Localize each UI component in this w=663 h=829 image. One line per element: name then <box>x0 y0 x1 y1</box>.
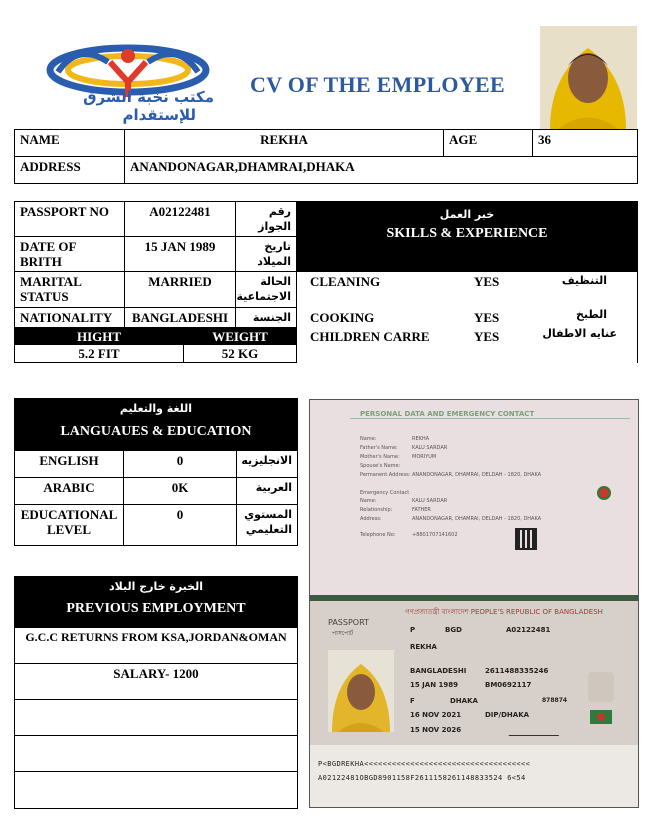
passport-value: A02122481 <box>124 201 236 237</box>
p-authority: DIP/DHAKA <box>485 711 530 719</box>
skills-body <box>296 271 638 363</box>
marital-label-ar: الحالة الاجتماعية <box>235 271 297 308</box>
skill-2-name: COOKING <box>310 310 375 325</box>
age-label: AGE <box>443 129 533 157</box>
employee-photo <box>540 26 637 129</box>
passport-label-ar: رقم الجواز <box>235 201 297 237</box>
bangladesh-emblem-icon <box>597 486 611 500</box>
weight-value: 52 KG <box>183 344 297 363</box>
p-name-lbl: Name: <box>360 436 377 442</box>
passport-label: PASSPORT NO <box>14 201 125 237</box>
languages-header <box>14 398 298 451</box>
lang-2-value: 0K <box>123 477 237 505</box>
passport-word-bn: পাসপোর্ট <box>332 630 354 637</box>
p-personal-no: 2611488335246 <box>485 667 549 675</box>
lang-3-value: 0 <box>123 504 237 546</box>
age-value: 36 <box>532 129 638 157</box>
logo-arabic-line2: للإستقدام <box>122 106 196 124</box>
p-prev-pass: BM0692117 <box>485 681 532 689</box>
lang-2-ar: العربية <box>236 477 298 505</box>
ghost-photo <box>588 672 614 702</box>
p-surname: REKHA <box>410 643 437 651</box>
passport-fold <box>310 595 639 601</box>
mrz-line-2: A02122481OBGD8901158F2611158261148833524 6<54 <box>318 774 526 782</box>
p-emerg-name-val: KALU SARDAR <box>412 498 448 504</box>
p-perm-val: ANANDONAGAR, DHAMRAI, DELDAH - 1820, DHAKA <box>412 472 542 478</box>
lang-2-label: ARABIC <box>14 477 124 505</box>
skill-3-value: YES <box>474 329 500 344</box>
p-emerg-lbl: Emergency Contact <box>360 490 410 496</box>
dob-value: 15 JAN 1989 <box>124 236 236 272</box>
passport-word: PASSPORT <box>328 618 369 627</box>
p-father-val: KALU SARDAR <box>412 445 448 451</box>
skill-1-ar: التنظيف <box>561 274 607 287</box>
name-label: NAME <box>14 129 125 157</box>
employment-title-ar: الخبرة خارج البلاد <box>108 580 204 593</box>
weight-label: WEIGHT <box>183 327 297 345</box>
nationality-label: NATIONALITY <box>14 307 125 328</box>
mrz-line-1: P<BGDREKHA<<<<<<<<<<<<<<<<<<<<<<<<<<<<<<<<<<<< <box>318 760 531 768</box>
address-value: ANANDONAGAR,DHAMRAI,DHAKA <box>124 156 638 184</box>
employment-title: PREVIOUS EMPLOYMENT <box>66 601 246 616</box>
employment-blank-row <box>14 735 298 772</box>
p-serial: 878874 <box>542 697 568 704</box>
passport-divider <box>350 418 630 419</box>
signature <box>509 726 562 736</box>
skill-1-value: YES <box>474 274 500 289</box>
p-tel-lbl: Telephone No: <box>360 532 396 538</box>
p-code: BGD <box>445 626 462 634</box>
skills-title: SKILLS & EXPERIENCE <box>386 226 548 241</box>
p-perm-lbl: Permanent Address: <box>360 472 411 478</box>
p-rel-val: FATHER <box>412 507 431 513</box>
logo-arabic-line1: مكتب نخبة الشرق <box>83 88 214 106</box>
p-nationality: BANGLADESHI <box>410 667 467 675</box>
hight-label: HIGHT <box>14 327 184 345</box>
employment-header <box>14 576 298 628</box>
lang-3-label: EDUCATIONAL LEVEL <box>14 504 124 546</box>
p-tel-val: +8801707141602 <box>412 532 458 538</box>
p-rel-lbl: Relationship: <box>360 507 393 513</box>
skill-2-ar: الطبخ <box>575 308 607 321</box>
skill-1-name: CLEANING <box>310 274 381 289</box>
languages-title-ar: اللغة والتعليم <box>119 402 193 415</box>
p-number: A02122481 <box>506 626 551 634</box>
nationality-value: BANGLADESHI <box>124 307 236 328</box>
p-mother-val: MORIYUM <box>412 454 437 460</box>
p-type: P <box>410 626 416 634</box>
p-name-val: REKHA <box>412 436 430 442</box>
p-birthplace: DHAKA <box>450 697 478 705</box>
lang-1-ar: الانجليزيه <box>236 450 298 478</box>
p-emerg-name-lbl: Name: <box>360 498 377 504</box>
skills-title-ar: خبر العمل <box>439 208 495 221</box>
lang-3-ar: المستوي التعليمي <box>236 504 298 546</box>
p-addr-val: ANANDONAGAR, DHAMRAI, DELDAH - 1820, DHAKA <box>412 516 542 522</box>
name-value: REKHA <box>124 129 444 157</box>
employment-blank-row <box>14 771 298 809</box>
agency-logo <box>18 42 236 127</box>
p-sex: F <box>410 697 415 705</box>
passport-holder-photo <box>328 650 394 732</box>
skills-header <box>296 201 638 272</box>
employment-blank-row <box>14 699 298 736</box>
passport-republic: গণপ্রজাতন্ত্রী বাংলাদেশ PEOPLE'S REPUBLIC OF BANGLADESH <box>405 608 603 616</box>
lang-1-label: ENGLISH <box>14 450 124 478</box>
marital-value: MARRIED <box>124 271 236 308</box>
skill-3-name: CHILDREN CARRE <box>310 329 430 344</box>
flag-icon <box>590 710 612 724</box>
page-title: CV OF THE EMPLOYEE <box>250 72 505 97</box>
employment-line-2: SALARY- 1200 <box>14 663 298 700</box>
skill-3-ar: عنايه الاطفال <box>542 327 617 340</box>
passport-scan <box>309 399 639 808</box>
p-dob: 15 JAN 1989 <box>410 681 458 689</box>
p-issue: 16 NOV 2021 <box>410 711 462 719</box>
p-father-lbl: Father's Name: <box>360 445 398 451</box>
address-label: ADDRESS <box>14 156 125 184</box>
p-mother-lbl: Mother's Name: <box>360 454 400 460</box>
passport-data-heading: PERSONAL DATA AND EMERGENCY CONTACT <box>360 410 535 418</box>
dob-label-ar: تاريخ الميلاد <box>235 236 297 272</box>
p-addr-lbl: Address: <box>360 516 382 522</box>
skill-2-value: YES <box>474 310 500 325</box>
lang-1-value: 0 <box>123 450 237 478</box>
p-spouse-lbl: Spouse's Name: <box>360 463 401 469</box>
languages-title: LANGUAUES & EDUCATION <box>60 424 252 439</box>
nationality-label-ar: الجنسة <box>235 307 297 328</box>
hight-value: 5.2 FIT <box>14 344 184 363</box>
marital-label: MARITAL STATUS <box>14 271 125 308</box>
p-expiry: 15 NOV 2026 <box>410 726 462 734</box>
qr-code-icon <box>515 528 537 550</box>
employment-line-1: G.C.C RETURNS FROM KSA,JORDAN&OMAN <box>14 627 298 664</box>
dob-label: DATE OF BRITH <box>14 236 125 272</box>
